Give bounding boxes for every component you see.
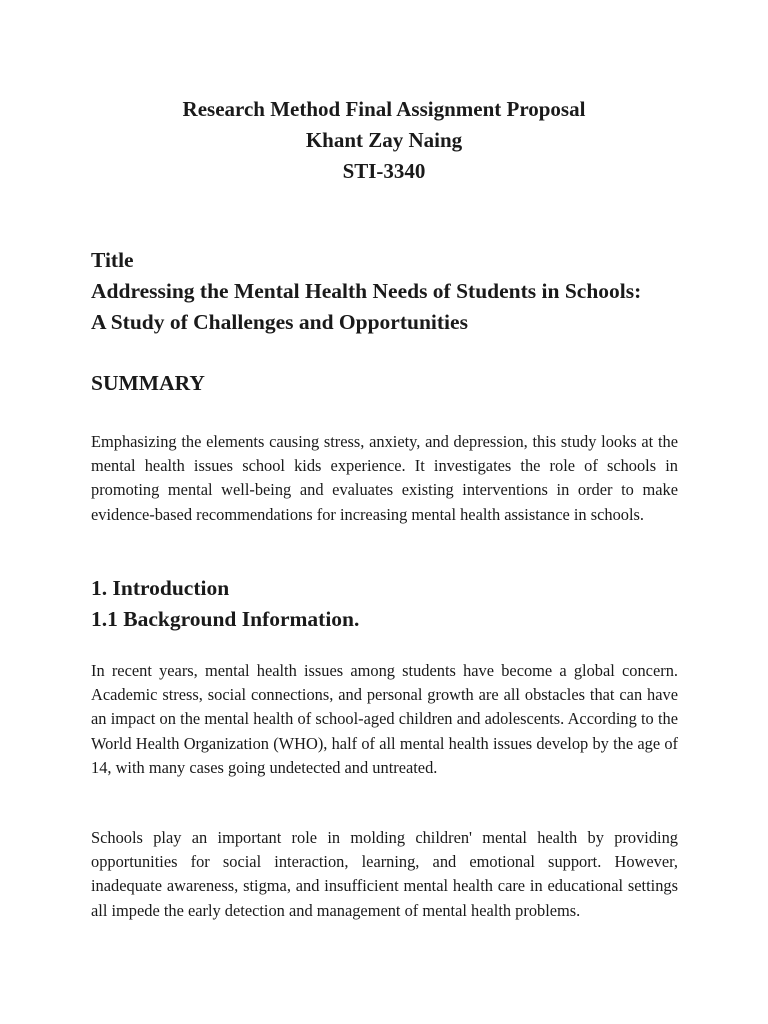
course-title: Research Method Final Assignment Proposal (182, 97, 586, 121)
background-subheading: 1.1 Background Information. (91, 607, 360, 631)
introduction-paragraph-1-block (91, 659, 678, 780)
summary-body (91, 430, 678, 527)
introduction-paragraph-2-block (91, 826, 678, 923)
author-name: Khant Zay Naing (305, 128, 463, 152)
introduction-heading: 1. Introduction (91, 576, 230, 600)
introduction-paragraph-2: Schools play an important role in molding children' mental health by providing opportunities for social interaction, learning, and emotional support. However, inadequate awareness, stigma, and insufficient mental health care in educational settings all impede the early detection and management of mental health problems. (91, 828, 678, 920)
course-code: STI-3340 (342, 159, 426, 183)
summary-heading: SUMMARY (91, 371, 205, 395)
title-section (91, 245, 678, 338)
summary-heading-block (91, 368, 678, 399)
paper-title-line-1: Addressing the Mental Health Needs of Students in Schools: (91, 279, 642, 303)
summary-paragraph: Emphasizing the elements causing stress, anxiety, and depression, this study looks at the mental health issues school kids experience. It investigates the role of schools in promoting mental well-being and evaluates existing interventions in order to make evidence-based recommendations for increasing mental health assistance in schools. (91, 432, 678, 524)
introduction-paragraph-1: In recent years, mental health issues among students have become a global concern. Academic stress, social connections, and personal growth are all obstacles that can have an impact on the mental health of school-aged children and adolescents. According to the World Health Organization (WHO), half of all mental health issues develop by the age of 14, with many cases going undetected and untreated. (91, 661, 678, 777)
introduction-headings (91, 573, 678, 635)
paper-title-line-2: A Study of Challenges and Opportunities (91, 310, 468, 334)
title-label: Title (91, 248, 134, 272)
document-header (0, 94, 768, 187)
